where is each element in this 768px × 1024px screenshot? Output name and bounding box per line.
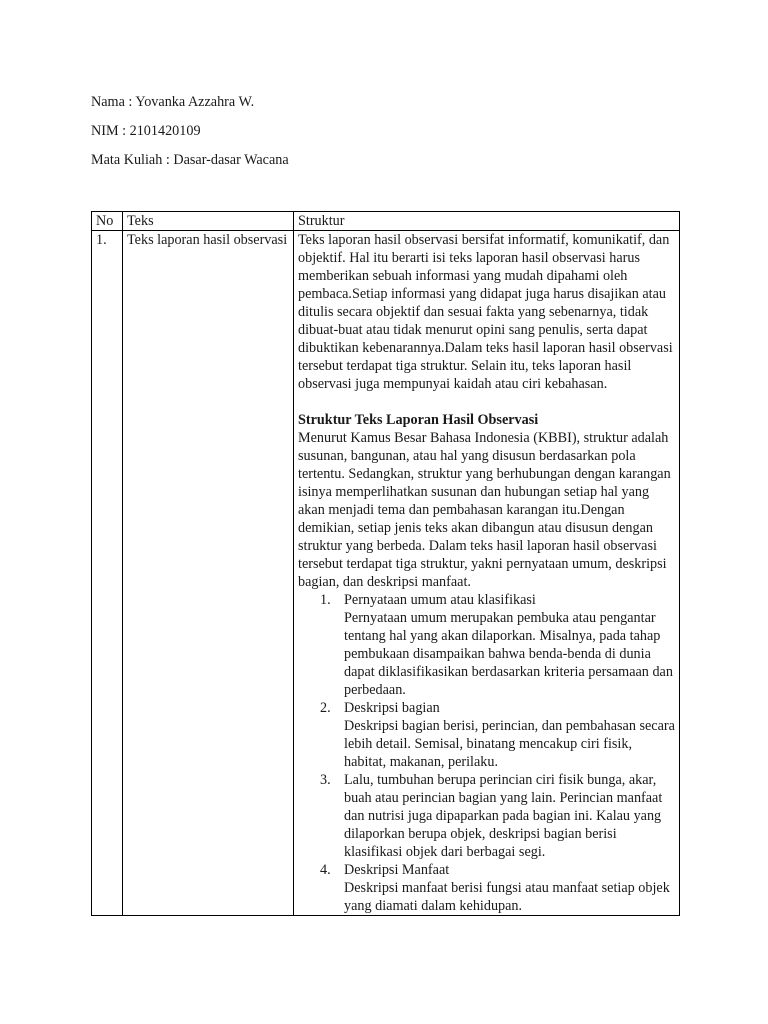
- table-row: [92, 231, 680, 916]
- list-item-number: 2.: [320, 700, 331, 716]
- list-item: [298, 591, 676, 699]
- paragraph-spacer: [298, 393, 676, 411]
- list-item-number: 4.: [320, 862, 331, 878]
- structure-table: [91, 211, 680, 916]
- student-name: Nama : Yovanka Azzahra W.: [91, 94, 255, 110]
- structure-cell: [294, 231, 680, 916]
- definition-paragraph: Menurut Kamus Besar Bahasa Indonesia (KBBI), struktur adalah susunan, bangunan, atau hal yang disusun berdasarkan pola tertentu. Sedangkan, struktur yang berhubungan dengan karangan isinya memperlihatkan susunan dan hubungan setiap hal yang akan menjadi tema dan pembahasan karangan itu.Dengan demikian, setiap jenis teks akan dibangun atau disusun dengan struktur yang berbeda. Dalam teks hasil laporan hasil observasi tersebut terdapat tiga struktur, yakni pernyataan umum, deskripsi bagian, dan deskripsi manfaat.: [298, 430, 671, 590]
- list-item: [298, 861, 676, 915]
- list-item-body: Deskripsi bagian berisi, perincian, dan pembahasan secara lebih detail. Semisal, binatang mencakup ciri fisik, habitat, makanan, perilaku.: [344, 718, 675, 770]
- list-item-title: Deskripsi Manfaat: [344, 862, 450, 878]
- list-item-title: Deskripsi bagian: [344, 700, 440, 716]
- course-name: Mata Kuliah : Dasar-dasar Wacana: [91, 152, 289, 168]
- list-item-title: Pernyataan umum atau klasifikasi: [344, 592, 536, 608]
- list-item: [298, 699, 676, 771]
- structure-list: [298, 591, 676, 915]
- text-type: Teks laporan hasil observasi: [123, 231, 294, 916]
- row-number: 1.: [92, 231, 123, 916]
- list-item-number: 1.: [320, 592, 331, 608]
- student-nim: NIM : 2101420109: [91, 123, 201, 139]
- table-header-row: [92, 212, 680, 231]
- intro-paragraph: Teks laporan hasil observasi bersifat informatif, komunikatif, dan objektif. Hal itu berarti isi teks laporan hasil observasi harus memberikan sebuah informasi yang mudah dipahami oleh pembaca.Setiap informasi yang didapat juga harus disajikan atau ditulis secara objektif dan sesuai fakta yang sebenarnya, tidak dibuat-buat atau tidak menurut opini sang penulis, serta dapat dibuktikan kebenarannya.Dalam teks hasil laporan hasil observasi tersebut terdapat tiga struktur. Selain itu, teks laporan hasil observasi juga mempunyai kaidah atau ciri kebahasan.: [298, 232, 673, 392]
- list-item: [298, 771, 676, 861]
- column-header-teks: Teks: [123, 212, 294, 231]
- list-item-body: Pernyataan umum merupakan pembuka atau pengantar tentang hal yang akan dilaporkan. Misalnya, pada tahap pembukaan disampaikan bahwa benda-benda di dunia dapat diklasifikasikan berdasarkan kriteria persamaan dan perbedaan.: [344, 610, 673, 698]
- column-header-no: No: [92, 212, 123, 231]
- list-item-body: Deskripsi manfaat berisi fungsi atau manfaat setiap objek yang diamati dalam kehidupan.: [344, 880, 670, 914]
- column-header-struktur: Struktur: [294, 212, 680, 231]
- list-item-number: 3.: [320, 772, 331, 788]
- section-heading: Struktur Teks Laporan Hasil Observasi: [298, 412, 539, 428]
- list-item-body: Lalu, tumbuhan berupa perincian ciri fisik bunga, akar, buah atau perincian bagian yang lain. Perincian manfaat dan nutrisi juga dipaparkan pada bagian ini. Kalau yang dilaporkan berupa objek, deskripsi bagian berisi klasifikasi objek dari berbagai segi.: [344, 772, 663, 860]
